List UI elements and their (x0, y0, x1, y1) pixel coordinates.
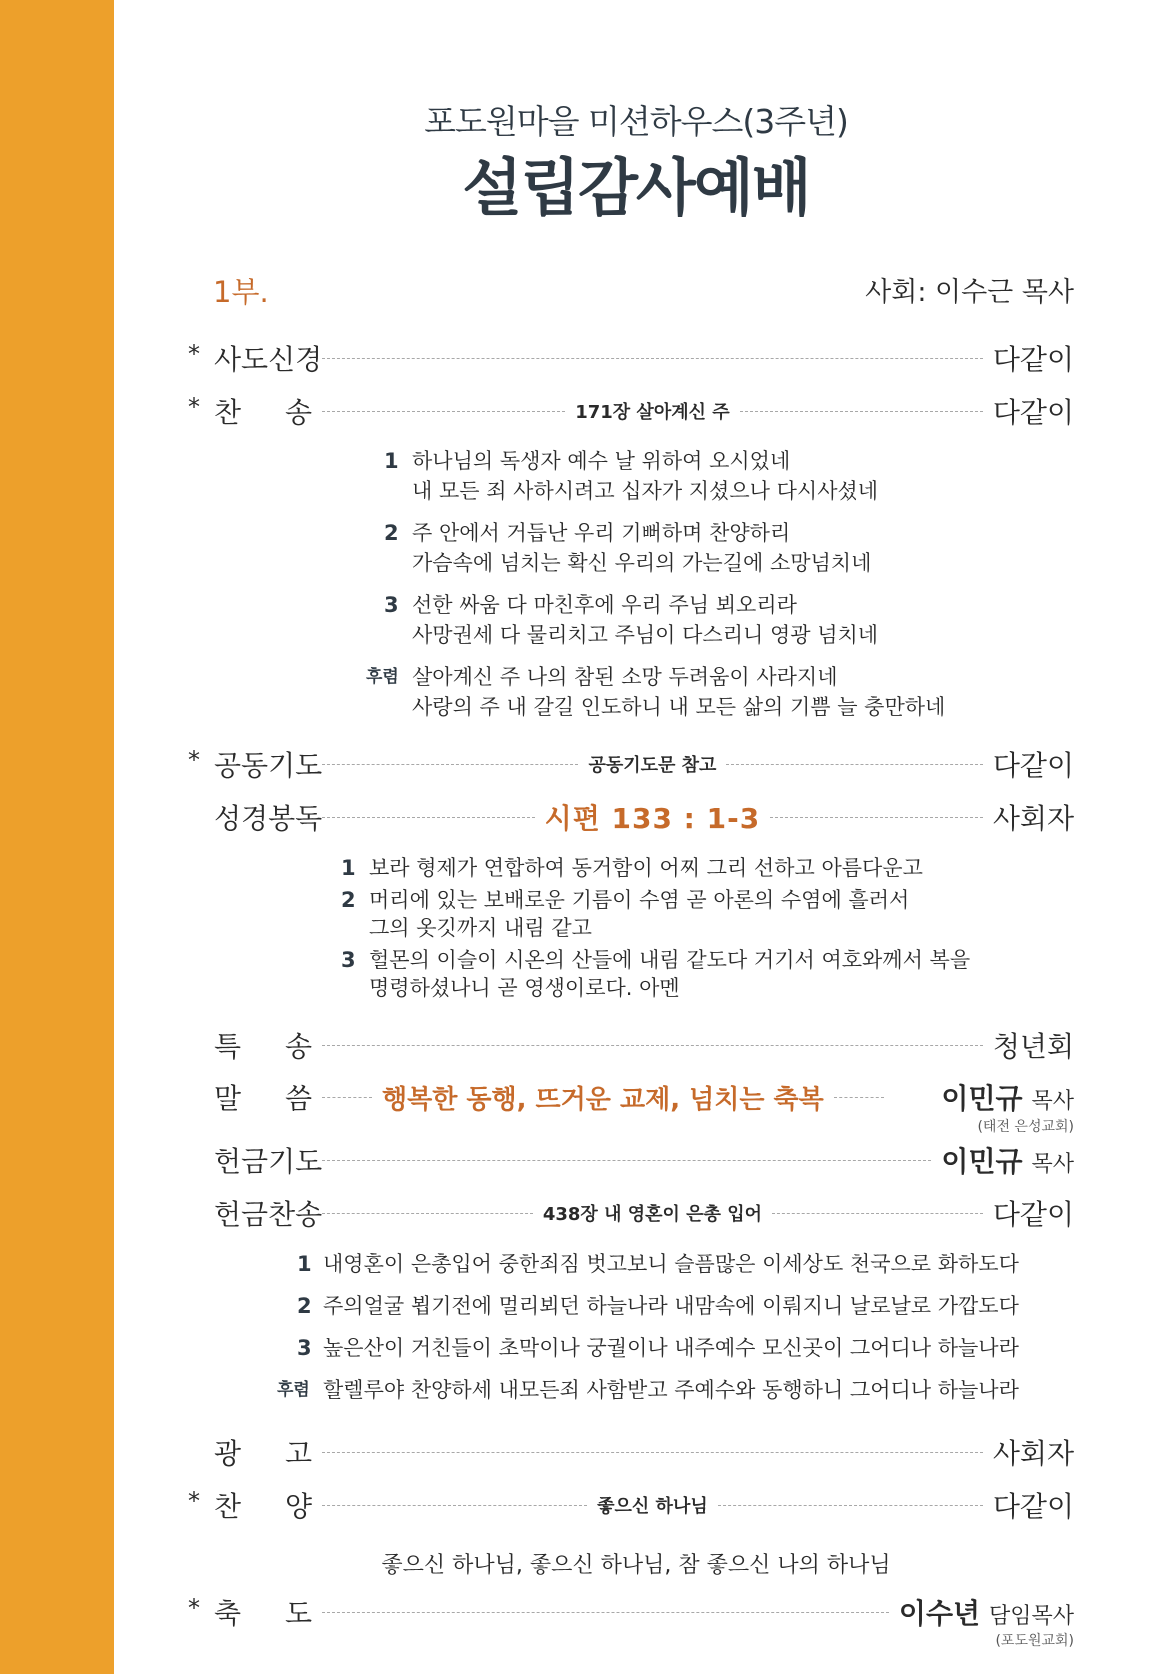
lyrics-verse (297, 1292, 1019, 1320)
prayer-leader-name: 이민규 (941, 1145, 1023, 1178)
order-title-char: 축 (214, 1597, 242, 1630)
refrain-label: 후렴 (366, 667, 399, 687)
part-label: 1부. (213, 275, 269, 309)
order-title-char: 고 (284, 1437, 312, 1470)
pastor-church: (포도원교회) (995, 1633, 1074, 1649)
leader-dots (322, 1612, 889, 1613)
order-item-offering-prayer (188, 1140, 1074, 1180)
leader-dots (770, 817, 983, 818)
refrain-label: 후렴 (277, 1380, 310, 1400)
verse-line: 내영혼이 은총입어 중한죄짐 벗고보니 슬픔많은 이세상도 천국으로 화하도다 (323, 1252, 1019, 1276)
verse-text (369, 886, 909, 942)
order-performer (899, 1592, 1074, 1632)
lyrics-verse (384, 590, 945, 650)
order-title-char: 찬 (214, 1490, 242, 1523)
lyrics-verse (297, 1250, 1019, 1278)
verse-line: 보라 형제가 연합하여 동거함이 어찌 그리 선하고 아름다운고 (369, 856, 923, 880)
order-item-prayer (188, 744, 1074, 784)
order-title (214, 1077, 312, 1117)
leader-dots (322, 358, 983, 359)
order-title: 성경봉독 (214, 802, 323, 835)
verse-text (369, 946, 970, 1002)
leader-dots (322, 411, 565, 412)
page-title: 설립감사예배 (462, 151, 810, 224)
psalm-verse (341, 854, 970, 882)
host-label: 사회: 이수근 목사 (865, 277, 1074, 308)
psalm-verses (341, 854, 970, 1006)
order-performer (941, 1077, 1074, 1117)
order-title (214, 1592, 312, 1632)
standing-mark: * (188, 340, 200, 368)
verse-line: 가슴속에 넘치는 확신 우리의 가는길에 소망넘치네 (412, 551, 872, 575)
verse-line: 그의 옷깃까지 내림 같고 (369, 916, 592, 940)
order-performer: 다같이 (992, 1198, 1075, 1231)
verse-number: 1 (341, 856, 356, 880)
verse-line: 주 안에서 거듭난 우리 기뻐하며 찬양하리 (412, 521, 791, 545)
preacher-church: (태전 은성교회) (977, 1119, 1074, 1135)
order-title: 공동기도 (214, 749, 323, 782)
verse-number: 3 (297, 1336, 312, 1360)
hymn-lyrics (366, 446, 946, 734)
order-title-char: 찬 (214, 396, 242, 429)
verse-number: 2 (384, 521, 399, 545)
standing-mark: * (188, 1487, 200, 1515)
standing-mark: * (188, 746, 200, 774)
leader-dots (322, 1045, 983, 1046)
order-title-char: 양 (284, 1490, 312, 1523)
order-item-sermon (188, 1077, 1074, 1117)
order-title (214, 1485, 312, 1525)
psalm-verse (341, 886, 970, 942)
hymn-number: 438장 내 영혼이 은총 입어 (542, 1204, 762, 1225)
standing-mark: * (188, 1594, 200, 1622)
order-item-offering-hymn (188, 1193, 1074, 1233)
verse-number: 1 (384, 449, 399, 473)
order-item-announcements (188, 1432, 1074, 1472)
verse-number: 3 (384, 593, 399, 617)
order-item-creed (188, 338, 1074, 378)
order-performer: 다같이 (992, 749, 1075, 782)
order-title-char: 도 (284, 1597, 312, 1630)
order-title: 사도신경 (214, 343, 323, 376)
preacher-role: 목사 (1031, 1089, 1074, 1114)
page-subtitle: 포도원마을 미션하우스(3주년) (424, 102, 848, 141)
verse-line: 헐몬의 이슬이 시온의 산들에 내림 같도다 거기서 여호와께서 복을 (369, 948, 971, 972)
order-title-char: 송 (284, 396, 312, 429)
lyrics-refrain (277, 1376, 1019, 1404)
order-title-char: 말 (214, 1082, 242, 1115)
order-item-reading (188, 797, 1074, 837)
scripture-reference: 시편 133 : 1-3 (544, 802, 761, 835)
order-item-praise (188, 1485, 1074, 1525)
lyrics-verse (384, 446, 945, 506)
leader-dots (322, 1505, 587, 1506)
verse-line: 사랑의 주 내 갈길 인도하니 내 모든 삶의 기쁨 늘 충만하네 (412, 695, 946, 719)
leader-dots (322, 1097, 372, 1098)
order-performer: 청년회 (992, 1030, 1074, 1063)
verse-number: 2 (341, 888, 356, 912)
lyrics-refrain (366, 662, 946, 722)
pastor-name: 이수년 (898, 1597, 981, 1630)
leader-dots (322, 1452, 983, 1453)
order-title-char: 송 (284, 1030, 312, 1063)
verse-text (412, 590, 878, 650)
verse-line: 높은산이 거친들이 초막이나 궁궐이나 내주예수 모신곳이 그어디나 하늘나라 (323, 1336, 1019, 1360)
order-item-benediction (188, 1592, 1074, 1632)
order-title (214, 391, 312, 431)
leader-dots (718, 1505, 983, 1506)
order-title: 헌금기도 (214, 1145, 323, 1178)
preacher-name: 이민규 (941, 1082, 1023, 1115)
order-title-char: 특 (214, 1030, 242, 1063)
sermon-title: 행복한 동행, 뜨거운 교제, 넘치는 축복 (382, 1084, 824, 1115)
verse-line: 사망권세 다 물리치고 주님이 다스리니 영광 넘치네 (412, 623, 879, 647)
order-title (214, 1432, 312, 1472)
verse-line: 머리에 있는 보배로운 기름이 수염 곧 아론의 수염에 흘러서 (369, 888, 910, 912)
offering-hymn-lyrics (277, 1250, 1019, 1418)
lyrics-verse (384, 518, 945, 578)
leader-dots (772, 1213, 983, 1214)
order-title-char: 광 (214, 1437, 242, 1470)
order-performer: 다같이 (992, 396, 1074, 429)
side-accent-bar (0, 0, 114, 1674)
leader-dots (322, 1213, 533, 1214)
leader-dots (322, 764, 578, 765)
order-performer: 사회자 (992, 1437, 1074, 1470)
order-item-hymn (188, 391, 1074, 431)
leader-dots (726, 764, 982, 765)
hymn-number: 171장 살아계신 주 (575, 402, 730, 423)
verse-line: 할렐루야 찬양하세 내모든죄 사함받고 주예수와 동행하니 그어디나 하늘나라 (323, 1378, 1019, 1402)
verse-line: 주의얼굴 뵙기전에 멀리뵈던 하늘나라 내맘속에 이뤄지니 날로날로 가깝도다 (323, 1294, 1019, 1318)
leader-dots (834, 1097, 884, 1098)
verse-line: 내 모든 죄 사하시려고 십자가 지셨으나 다시사셨네 (412, 479, 879, 503)
order-title (214, 1025, 312, 1065)
verse-text (412, 446, 878, 506)
psalm-verse (341, 946, 970, 1002)
praise-song-title: 좋으신 하나님 (597, 1496, 708, 1517)
verse-line: 선한 싸움 다 마친후에 우리 주님 뵈오리라 (412, 593, 797, 617)
standing-mark: * (188, 393, 200, 421)
order-performer: 사회자 (992, 802, 1075, 835)
prayer-leader-role: 목사 (1031, 1152, 1074, 1177)
order-performer (941, 1140, 1074, 1180)
verse-text (412, 518, 871, 578)
order-title: 헌금찬송 (214, 1198, 323, 1231)
verse-text (412, 662, 945, 722)
leader-dots (322, 817, 535, 818)
verse-number: 2 (297, 1294, 312, 1318)
lyrics-verse (297, 1334, 1019, 1362)
verse-number: 1 (297, 1252, 312, 1276)
verse-line: 살아계신 주 나의 참된 소망 두려움이 사라지네 (412, 665, 838, 689)
order-detail: 공동기도문 참고 (588, 755, 717, 776)
verse-number: 3 (341, 948, 356, 972)
order-performer: 다같이 (992, 343, 1074, 376)
praise-lyrics-line: 좋으신 하나님, 좋으신 하나님, 참 좋으신 나의 하나님 (381, 1553, 891, 1578)
verse-line: 명령하셨나니 곧 영생이로다. 아멘 (369, 976, 680, 1000)
pastor-role: 담임목사 (988, 1604, 1074, 1629)
leader-dots (740, 411, 983, 412)
order-item-special-song (188, 1025, 1074, 1065)
order-performer: 다같이 (992, 1490, 1075, 1523)
verse-line: 하나님의 독생자 예수 날 위하여 오시었네 (412, 449, 791, 473)
order-title-char: 씀 (284, 1082, 312, 1115)
leader-dots (322, 1160, 931, 1161)
